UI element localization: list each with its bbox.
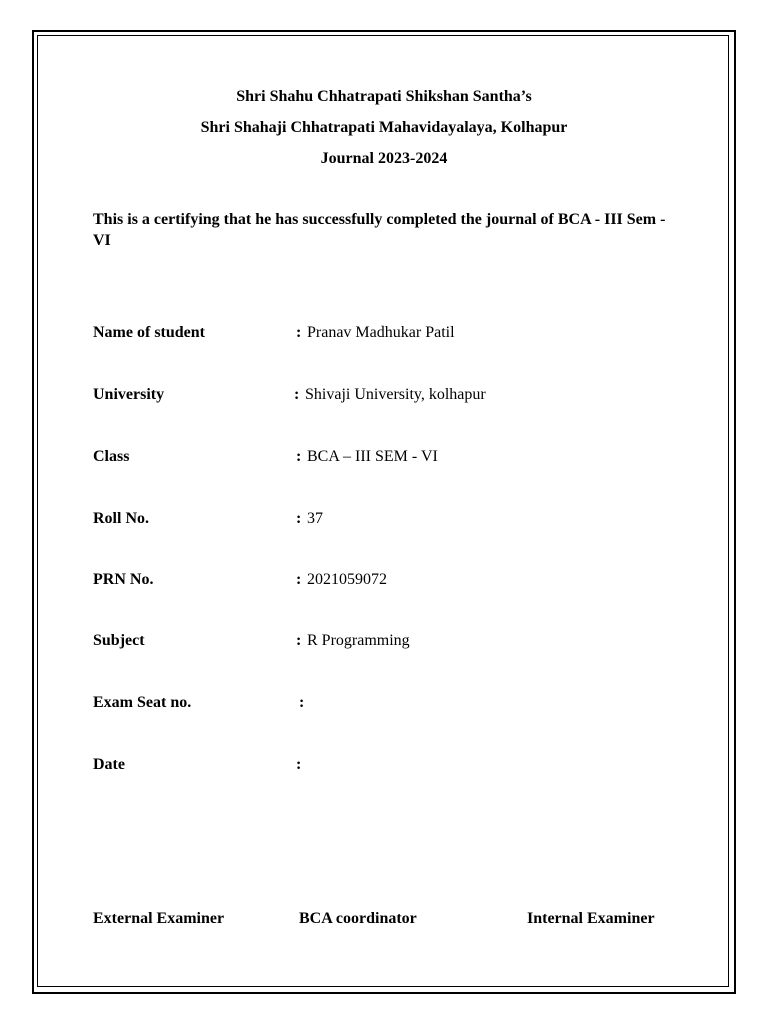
field-label: PRN No. bbox=[93, 571, 154, 588]
field-row-class bbox=[93, 448, 693, 470]
field-label: Date bbox=[93, 756, 125, 773]
field-label: Class bbox=[93, 448, 130, 465]
field-label: Exam Seat no. bbox=[93, 694, 192, 711]
field-colon: : bbox=[294, 386, 300, 403]
field-colon: : bbox=[296, 756, 302, 773]
certification-statement: This is a certifying that he has successfully completed the journal of BCA - III Sem - VI bbox=[93, 211, 666, 249]
field-colon: : bbox=[296, 571, 302, 588]
field-row-university bbox=[93, 386, 693, 408]
field-row-name bbox=[93, 324, 693, 346]
field-value: BCA – III SEM - VI bbox=[307, 448, 438, 465]
field-row-roll-no bbox=[93, 510, 693, 532]
field-label: University bbox=[93, 386, 165, 403]
field-label: Subject bbox=[93, 632, 145, 649]
field-colon: : bbox=[299, 694, 305, 711]
journal-year: Journal 2023-2024 bbox=[320, 150, 448, 167]
field-colon: : bbox=[296, 324, 302, 341]
field-value: R Programming bbox=[307, 632, 410, 649]
field-row-prn-no bbox=[93, 571, 693, 593]
signature-internal-examiner: Internal Examiner bbox=[527, 910, 655, 927]
field-value: Pranav Madhukar Patil bbox=[307, 324, 455, 341]
field-row-date bbox=[93, 756, 693, 778]
field-colon: : bbox=[296, 632, 302, 649]
field-row-subject bbox=[93, 632, 693, 654]
college-name: Shri Shahaji Chhatrapati Mahavidayalaya, Kolhapur bbox=[200, 119, 568, 136]
institution-trust-name: Shri Shahu Chhatrapati Shikshan Santha’s bbox=[236, 88, 532, 105]
field-colon: : bbox=[296, 510, 302, 527]
field-value: Shivaji University, kolhapur bbox=[305, 386, 486, 403]
field-value: 2021059072 bbox=[307, 571, 387, 588]
signature-external-examiner: External Examiner bbox=[93, 910, 225, 927]
field-row-exam-seat-no bbox=[93, 694, 693, 716]
field-label: Name of student bbox=[93, 324, 205, 341]
field-value: 37 bbox=[307, 510, 323, 527]
signature-bca-coordinator: BCA coordinator bbox=[299, 910, 417, 927]
field-label: Roll No. bbox=[93, 510, 149, 527]
field-colon: : bbox=[296, 448, 302, 465]
